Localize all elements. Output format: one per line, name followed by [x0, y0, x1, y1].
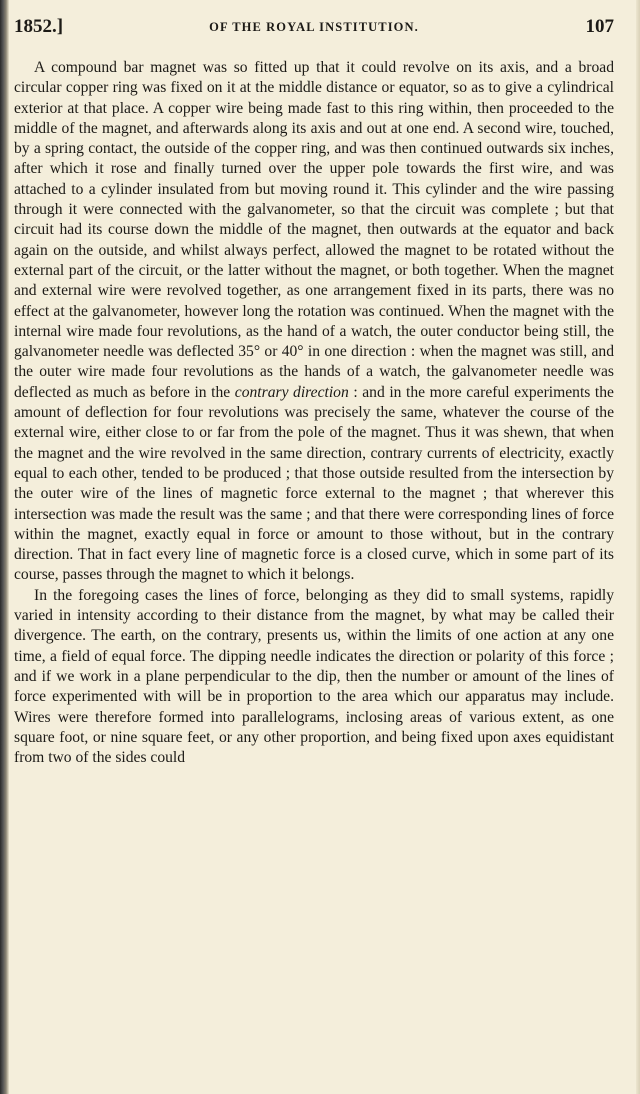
paragraph-1-italic: contrary direction — [234, 383, 349, 401]
page-number: 107 — [585, 16, 614, 37]
paragraph-2: In the foregoing cases the lines of force, belonging as they did to small systems, rapidly varied in intensity according to their distance from the magnet, by what may be called their divergence. The earth, on the contrary, presents us, within the limits of one action at any one time, a field of equal force. The dipping needle indicates the direction or polarity of this force ; and if we work in a plane perpendicular to the dip, then the number or amount of the lines of force experimented with will be in proportion to the area which our apparatus may include. Wires were therefore formed into parallelograms, inclosing areas of various extent, as one square foot, or nine square feet, or any other proportion, and being fixed upon axes equidistant from two of the sides could — [14, 586, 614, 767]
book-page — [14, 0, 630, 1094]
book-spine-edge — [0, 0, 9, 1094]
paragraph-1-text-a: A compound bar magnet was so fitted up that it could revolve on its axis, and a broad circular copper ring was fixed on it at the middle distance or equator, so as to give a cylindrical exterior at that place. A copper wire being made fast to this ring within, then proceeded to the middle of the magnet, and afterwards along its axis and out at one end. A second wire, touched, by a spring contact, the outside of the copper ring, and was then continued outwards six inches, after which it rose and finally turned over the upper pole towards the first wire, and was attached to a cylinder insulated from but moving round it. This cylinder and the wire passing through it were connected with the galvanometer, so that the circuit was complete ; but that circuit had its course down the middle of the magnet, then outwards at the equator and back again on the outside, and whilst always perfect, allowed the magnet to be rotated without the external part of the circuit, or the latter without the magnet, or both together. When the magnet and external wire were revolved together, as one arrangement fixed in its parts, there was no effect at the galvanometer, however long the rotation was continued. When the magnet with the internal wire made four revolutions, as the hand of a watch, the outer conductor being still, the galvanometer needle was deflected 35° or 40° in one direction : when the magnet was still, and the outer wire made four revolutions as the hands of a watch, the galvanometer needle was deflected as much as before in the — [14, 59, 614, 401]
page-right-edge — [636, 0, 640, 1094]
running-head — [14, 16, 614, 42]
header-title: OF THE ROYAL INSTITUTION. — [209, 20, 419, 34]
body-text — [14, 58, 614, 768]
header-year: 1852.] — [14, 16, 64, 37]
paragraph-1 — [14, 58, 614, 586]
paragraph-1-text-b: : and in the more careful experiments the amount of deflection for four revolutions was precisely the same, whatever the course of the external wire, either close to or far from the pole of the magnet. Thus it was shewn, that when the magnet and the wire revolved in the same direction, contrary currents of electricity, exactly equal to each other, tended to be produced ; that those outside resulted from the intersection by the outer wire of the lines of magnetic force external to the magnet ; that wherever this intersection was made the result was the same ; and that there were corresponding lines of force within the magnet, exactly equal in force or amount to those without, but in the contrary direction. That in fact every line of magnetic force is a closed curve, which in some part of its course, passes through the magnet to which it belongs. — [14, 383, 614, 584]
